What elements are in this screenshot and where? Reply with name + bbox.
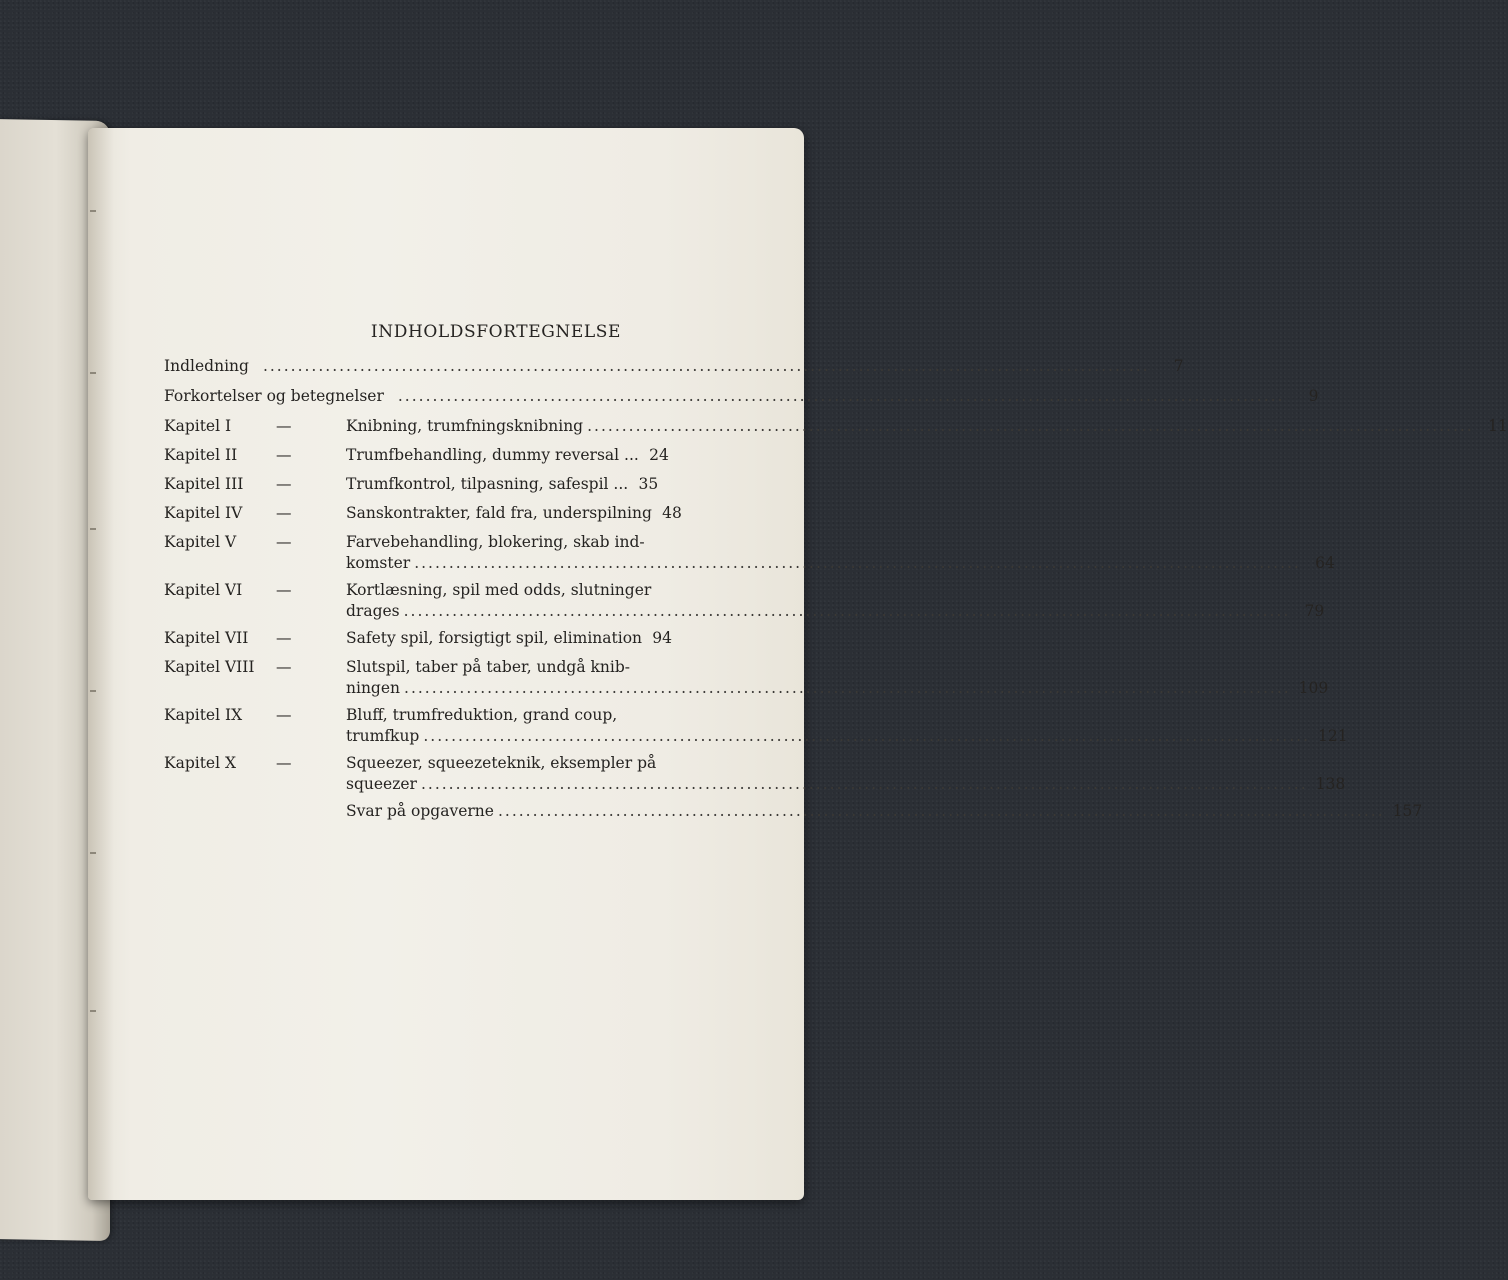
chapter-description	[346, 801, 1423, 822]
table-of-contents	[164, 356, 1508, 830]
chapter-title-text: Squeezer, squeezeteknik, eksempler på	[346, 754, 657, 772]
binding-stitch	[90, 210, 96, 212]
chapter-dash: —	[276, 475, 292, 493]
toc-entry-text	[164, 356, 1184, 377]
chapter-title-text: Slutspil, taber på taber, undgå knib-	[346, 658, 631, 676]
leader-dots	[404, 678, 1291, 699]
chapter-description-line	[346, 416, 1508, 437]
chapter-description-line	[346, 445, 669, 466]
toc-chapter-row	[164, 580, 1325, 628]
chapter-dash: —	[276, 533, 292, 551]
chapter-label: Kapitel VIII	[164, 658, 255, 676]
toc-chapter-row	[164, 445, 669, 474]
toc-page-number: 121	[1318, 727, 1348, 745]
chapter-title-text: squeezer	[346, 775, 417, 793]
page-title	[88, 322, 804, 342]
chapter-dash: —	[276, 446, 292, 464]
chapter-list	[164, 416, 1508, 830]
chapter-description-line	[346, 678, 1329, 699]
chapter-description	[346, 445, 669, 466]
chapter-label: Kapitel V	[164, 533, 237, 551]
chapter-title-text: Kortlæsning, spil med odds, slutninger	[346, 581, 652, 599]
toc-page-number: 48	[662, 504, 682, 522]
toc-chapter-row	[164, 628, 673, 657]
toc-entry-text	[164, 386, 1319, 407]
toc-chapter-row	[164, 801, 1423, 830]
page-title-text: INDHOLDSFORTEGNELSE	[370, 322, 622, 342]
book-page	[88, 128, 1508, 1200]
chapter-title-text: komster	[346, 554, 411, 572]
toc-chapter-row	[164, 532, 1335, 580]
chapter-dash: —	[276, 504, 292, 522]
chapter-label: Kapitel X	[164, 754, 237, 772]
leader-dots	[421, 774, 1308, 795]
chapter-label: Kapitel VII	[164, 629, 249, 647]
leader-dots	[498, 801, 1385, 822]
toc-page-number: 9	[1308, 387, 1319, 405]
chapter-description-line	[346, 628, 672, 649]
chapter-description	[346, 705, 1348, 747]
chapter-title-text: Knibning, trumfningsknibning	[346, 417, 584, 435]
toc-entry-line	[164, 386, 1319, 407]
chapter-description-line	[346, 801, 1423, 822]
toc-chapter-row	[164, 705, 1348, 753]
leader-dots	[423, 726, 1310, 747]
chapter-description	[346, 532, 1335, 574]
chapter-description-line	[346, 580, 1324, 601]
chapter-dash: —	[276, 754, 292, 772]
toc-page-number: 35	[638, 475, 659, 493]
toc-chapter-row	[164, 416, 1508, 445]
toc-entry-label: Indledning	[164, 357, 249, 375]
chapter-description	[346, 416, 1508, 437]
chapter-label: Kapitel II	[164, 446, 238, 464]
chapter-description	[346, 474, 658, 495]
binding-stitch	[90, 852, 96, 854]
binding-stitch	[90, 1010, 96, 1012]
chapter-label: Kapitel VI	[164, 581, 243, 599]
chapter-title-text: Bluff, trumfreduktion, grand coup,	[346, 706, 618, 724]
leader-dots	[398, 386, 1285, 407]
chapter-dash: —	[276, 629, 292, 647]
chapter-description-line	[346, 726, 1348, 747]
toc-chapter-row	[164, 657, 1329, 705]
chapter-title-text: ningen	[346, 679, 401, 697]
binding-stitch	[90, 372, 96, 374]
toc-page-number: 138	[1315, 775, 1346, 793]
leader-dots	[587, 416, 1474, 437]
chapter-description-line	[346, 601, 1324, 622]
chapter-description	[346, 628, 672, 649]
chapter-description-line	[346, 753, 1342, 774]
chapter-label: Kapitel I	[164, 417, 232, 435]
chapter-description-line	[346, 553, 1335, 574]
toc-page-number: 79	[1304, 602, 1325, 620]
chapter-description	[346, 657, 1329, 699]
chapter-title-text: trumfkup	[346, 727, 420, 745]
chapter-title-text: Trumfkontrol, tilpasning, safespil ...	[346, 475, 629, 493]
chapter-description-line	[346, 532, 1335, 553]
leader-dots	[263, 356, 1150, 377]
toc-page-number: 11	[1488, 417, 1508, 435]
chapter-description-line	[346, 657, 1325, 678]
chapter-description	[346, 503, 682, 524]
chapter-dash: —	[276, 581, 292, 599]
chapter-description-line	[346, 705, 1344, 726]
chapter-label: Kapitel IX	[164, 706, 243, 724]
chapter-label: Kapitel IV	[164, 504, 243, 522]
toc-entry-line	[164, 356, 1184, 377]
toc-chapter-row	[164, 503, 682, 532]
toc-entry-forkortelser	[164, 386, 1319, 416]
chapter-title-text: Sanskontrakter, fald fra, underspilning	[346, 504, 652, 522]
toc-page-number: 64	[1315, 554, 1335, 572]
toc-chapter-row	[164, 474, 659, 503]
toc-entry-label: Forkortelser og betegnelser	[164, 387, 384, 405]
toc-chapter-row	[164, 753, 1346, 801]
chapter-title-text: Farvebehandling, blokering, skab ind-	[346, 533, 645, 551]
chapter-title-text: Trumfbehandling, dummy reversal ...	[346, 446, 639, 464]
chapter-description-line	[346, 774, 1346, 795]
toc-page-number: 7	[1173, 357, 1184, 375]
chapter-dash: —	[276, 658, 292, 676]
chapter-description	[346, 753, 1346, 795]
chapter-title-text: drages	[346, 602, 400, 620]
toc-entry-indledning	[164, 356, 1184, 386]
chapter-dash: —	[276, 417, 292, 435]
chapter-description	[346, 580, 1324, 622]
chapter-description-line	[346, 503, 682, 524]
binding-stitch	[90, 528, 96, 530]
chapter-title-text: Safety spil, forsigtigt spil, elimination	[346, 629, 643, 647]
binding-stitch	[90, 690, 96, 692]
leader-dots	[404, 601, 1291, 622]
chapter-title-text: Svar på opgaverne	[346, 802, 494, 820]
toc-page-number: 24	[649, 446, 669, 464]
chapter-dash: —	[276, 706, 292, 724]
toc-page-number: 157	[1392, 802, 1423, 820]
chapter-description-line	[346, 474, 658, 495]
toc-page-number: 109	[1298, 679, 1329, 697]
chapter-label: Kapitel III	[164, 475, 244, 493]
leader-dots	[414, 553, 1301, 574]
toc-page-number: 94	[652, 629, 673, 647]
